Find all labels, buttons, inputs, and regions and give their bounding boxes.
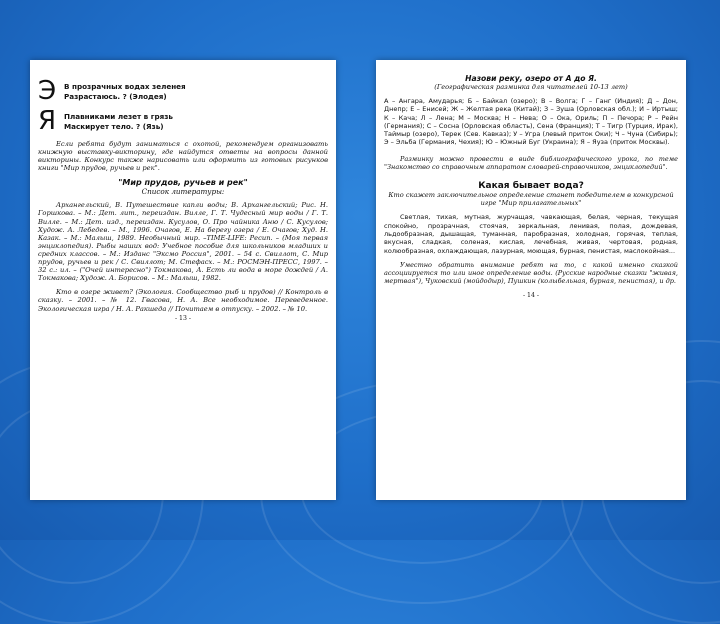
riddle-lines: [64, 82, 186, 102]
questions-paragraph: Кто в озере живет? (Экология. Сообщество рыб и прудов) // Контроль в сказку. – 2001. – № 12. Гвасова, Н. А. Все необходимое. Переведенное. Экологическая игра / Н. А. Ракшеда // Почитаем в отпуску. – 2002. – № 10.: [38, 288, 328, 313]
riddle-e: [38, 78, 328, 106]
note-paragraph: Разминку можно провести в виде библиографического урока, по теме "Знакомство со справочным аппаратом словарей-справочников, энциклопедий".: [384, 154, 678, 172]
bibliography: Архангельский, В. Путешествие капли воды; В. Архангельский; Рис. Н. Горшкова. – М.: Дет. лит., переиздан. Вилле, Г. Т. Чудесный мир воды / Г. Т. Вилле. – М.: Дет. изд., переиздан. Кусулов, О. Про чайника Аню / С. Кусулов; Худож. А. Лебедев. – М., 1996. Очагов, Е. На берегу озера / Е. Очагов; Худ. Н. Казак. – М.: Малыш, 1989. Необычный мир. –TIME-LIFE: Ресип. – (Моя первая энциклопедия). Рыбы наших вод: Учебное пособие для школьников младших и средних классов. – М.: Изданс "Эксмо Россия", 2001. – 54 с. Свиллот, С. Мир прудов, ручьев и рек / С. Свиллот; М. Стефасх. – М.: РОСМЭН-ПРЕСС, 1997. – 32 с.: ил. – ("Очей интересно") Токмакова, А. Есть ли вода в море дождей / А. Токмакова; Худож. А. Борисов. – М.: Малыш, 1982.: [38, 201, 328, 283]
answers-paragraph: А – Ангара, Амударья; Б – Байкал (озеро); В – Волга; Г – Ганг (Индия); Д – Дон, Днепр; Е – Енисей; Ж – Желтая река (Китай); З – Зуша (Орловская обл.); И – Иртыш; К – Кача; Л – Лена; М – Москва; Н – Нева; О – Ока, Ориль; П – Печора; Р – Рейн (Германия); С – Сосна (Орловская область), Сена (Франция); Т – Тигр (Турция, Ирак), Таймыр (озеро), Терек (Сев. Кавказ); У – Угра (левый приток Оки); Ч – Чуна (Сибирь); Э – Эльба (Германия, Чехия); Ю – Южный Буг (Украина); Я – Яуза (приток Москвы).: [384, 97, 678, 147]
left-page-content: [38, 78, 328, 322]
words-paragraph: Светлая, тихая, мутная, журчащая, чавкающая, белая, черная, текущая спокойно, прозрачная, стоячая, зеркальная, ленивая, полая, дождевая, льдообразная, дышащая, туманная, паробразная, холодная, горячая, теплая, вкусная, сладкая, соленая, кислая, лечебная, живая, чертовая, родная, колюобразная, охлаждающая, лазурная, моющая, бурная, пенистая, маслокойная...: [384, 213, 678, 255]
quiz-subtitle: (Географическая разминка для читателей 10-13 лет): [434, 83, 628, 91]
riddle-lines: [64, 112, 173, 132]
section-subtitle: Кто скажет заключительное определение станет победителем в конкурсной игре "Мир прилагательных": [388, 191, 674, 208]
riddle-letter: Э: [38, 76, 57, 106]
riddle-line: Плавниками лезет в грязь: [64, 112, 173, 121]
riddle-line: Разрастаюсь. ? (Элодея): [64, 92, 167, 101]
riddle-line: В прозрачных водах зеленея: [64, 82, 186, 91]
closing-paragraph: Уместно обратить внимание ребят на то, с какой именно сказкой ассоциируется то или иное определение воды. (Русские народные сказки "живая, мертвая"), Чуковский (мойдодыр), Пушкин (колыбельная, бурная, пенистая), и др.: [384, 260, 678, 286]
left-page: [30, 60, 336, 500]
list-subtitle: Список литературы:: [141, 187, 225, 197]
riddle-ya: [38, 108, 328, 136]
page-number: - 13 -: [175, 314, 191, 322]
riddle-letter: Я: [38, 106, 57, 136]
riddle-line: Маскирует тело. ? (Язь): [64, 122, 164, 131]
quiz-title: Назови реку, озеро от А до Я.: [465, 74, 597, 83]
page-number: - 14 -: [523, 291, 539, 299]
section-heading: Какая бывает вода?: [478, 181, 584, 192]
right-page: [376, 60, 686, 500]
intro-paragraph: Если ребята будут заниматься с охотой, рекомендуем организовать книжную выставку-викторину, где найдутся ответы на вопросы данной викторины. Конкурс также нарисовать или оформить из готовых рисунков книги "Мир прудов, ручьев и рек".: [38, 140, 328, 173]
right-page-content: [384, 74, 678, 299]
list-title: "Мир прудов, ручьев и рек": [118, 178, 248, 188]
